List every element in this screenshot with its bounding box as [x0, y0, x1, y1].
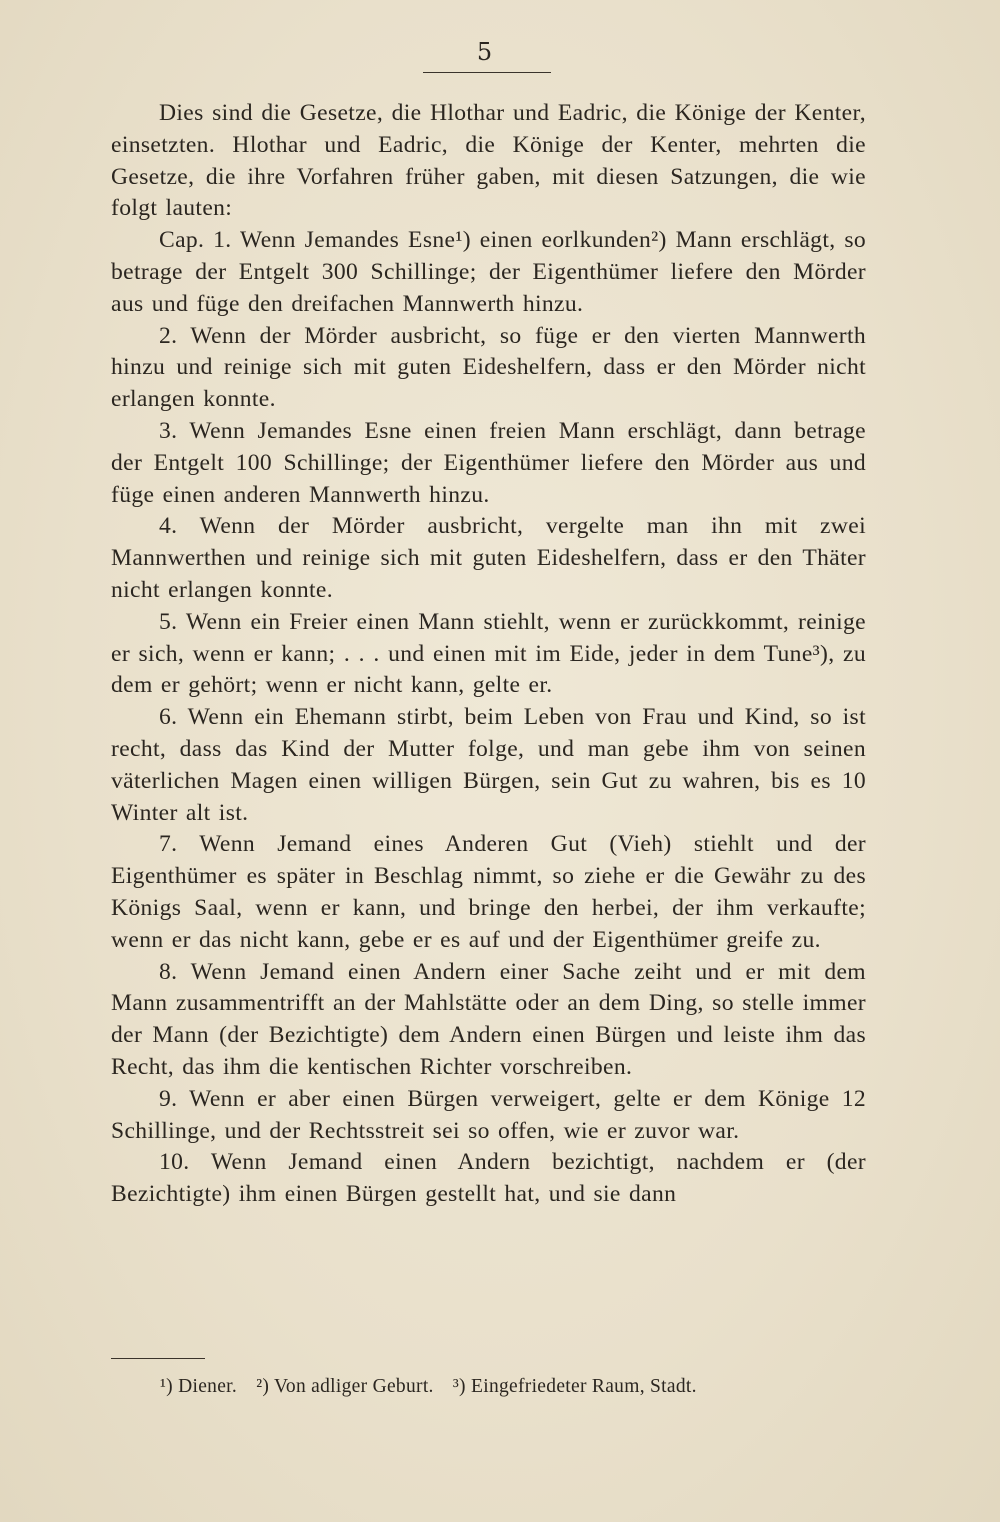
paragraph-6: 6. Wenn ein Ehemann stirbt, beim Leben von Frau und Kind, so ist recht, dass das Kind der Mutter folge, und man gebe ihm von seinen väterlichen Magen einen willigen Bürgen, sein Gut zu wahren, bis es 10 Winter alt ist. — [111, 704, 866, 826]
paragraph-3: 3. Wenn Jemandes Esne einen freien Mann erschlägt, dann betrage der Entgelt 100 Schillinge; der Eigenthümer liefere den Mörder aus und füge einen anderen Mannwerth hinzu. — [111, 417, 866, 508]
paragraph-cap-1: Cap. 1. Wenn Jemandes Esne¹) einen eorlkunden²) Mann erschlägt, so betrage der Entgelt 300 Schillinge; der Eigenthümer liefere den Mörder aus und füge den dreifachen Mannwerth hinzu. — [111, 227, 866, 317]
paragraph-2: 2. Wenn der Mörder ausbricht, so füge er den vierten Mannwerth hinzu und reinige sich mit guten Eideshelfern, dass er den Mörder nicht erlangen konnte. — [111, 322, 866, 413]
footnote-rule — [111, 1358, 205, 1359]
header-rule — [423, 72, 551, 73]
paragraph-7: 7. Wenn Jemand eines Anderen Gut (Vieh) stiehlt und der Eigenthümer es später in Beschlag nimmt, so ziehe er die Gewähr zu des Königs Saal, wenn er kann, und bringe den herbei, der ihm verkaufte; wenn er das nicht kann, gebe er es auf und der Eigenthümer greife zu. — [111, 831, 866, 953]
paragraph-4: 4. Wenn der Mörder ausbricht, vergelte man ihn mit zwei Mannwerthen und reinige sich mit guten Eideshelfern, dass er den Thäter nicht erlangen konnte. — [111, 513, 866, 603]
paragraph-5: 5. Wenn ein Freier einen Mann stiehlt, wenn er zurückkommt, reinige er sich, wenn er kann; . . . und einen mit im Eide, jeder in dem Tune³), zu dem er gehört; wenn er nicht kann, gelte er. — [111, 608, 866, 699]
paragraph-intro: Dies sind die Gesetze, die Hlothar und Eadric, die Könige der Kenter, einsetzten. Hlothar und Eadric, die Könige der Kenter, mehrten die Gesetze, die ihre Vorfahren früher gaben, mit diesen Satzungen, die wie folgt lauten: — [111, 100, 866, 222]
footnote-3: ³) Eingefriedeter Raum, Stadt. — [452, 1376, 697, 1397]
footnote-1: ¹) Diener. — [160, 1376, 238, 1397]
paragraph-9: 9. Wenn er aber einen Bürgen verweigert, gelte er dem Könige 12 Schillinge, und der Rechtsstreit sei so offen, wie er zuvor war. — [111, 1085, 866, 1144]
footnote-2: ²) Von adliger Geburt. — [256, 1376, 434, 1397]
body-text — [111, 98, 866, 1211]
page-number: 5 — [476, 38, 494, 66]
paragraph-10: 10. Wenn Jemand einen Andern bezichtigt, nachdem er (der Bezichtigte) ihm einen Bürgen gestellt hat, und sie dann — [111, 1149, 866, 1208]
footnotes — [160, 1374, 880, 1400]
paragraph-8: 8. Wenn Jemand einen Andern einer Sache zeiht und er mit dem Mann zusammentrifft an der Mahlstätte oder an dem Ding, so stelle immer der Mann (der Bezichtigte) dem Andern einen Bürgen und leiste ihm das Recht, das ihm die kentischen Richter vorschreiben. — [111, 958, 866, 1080]
